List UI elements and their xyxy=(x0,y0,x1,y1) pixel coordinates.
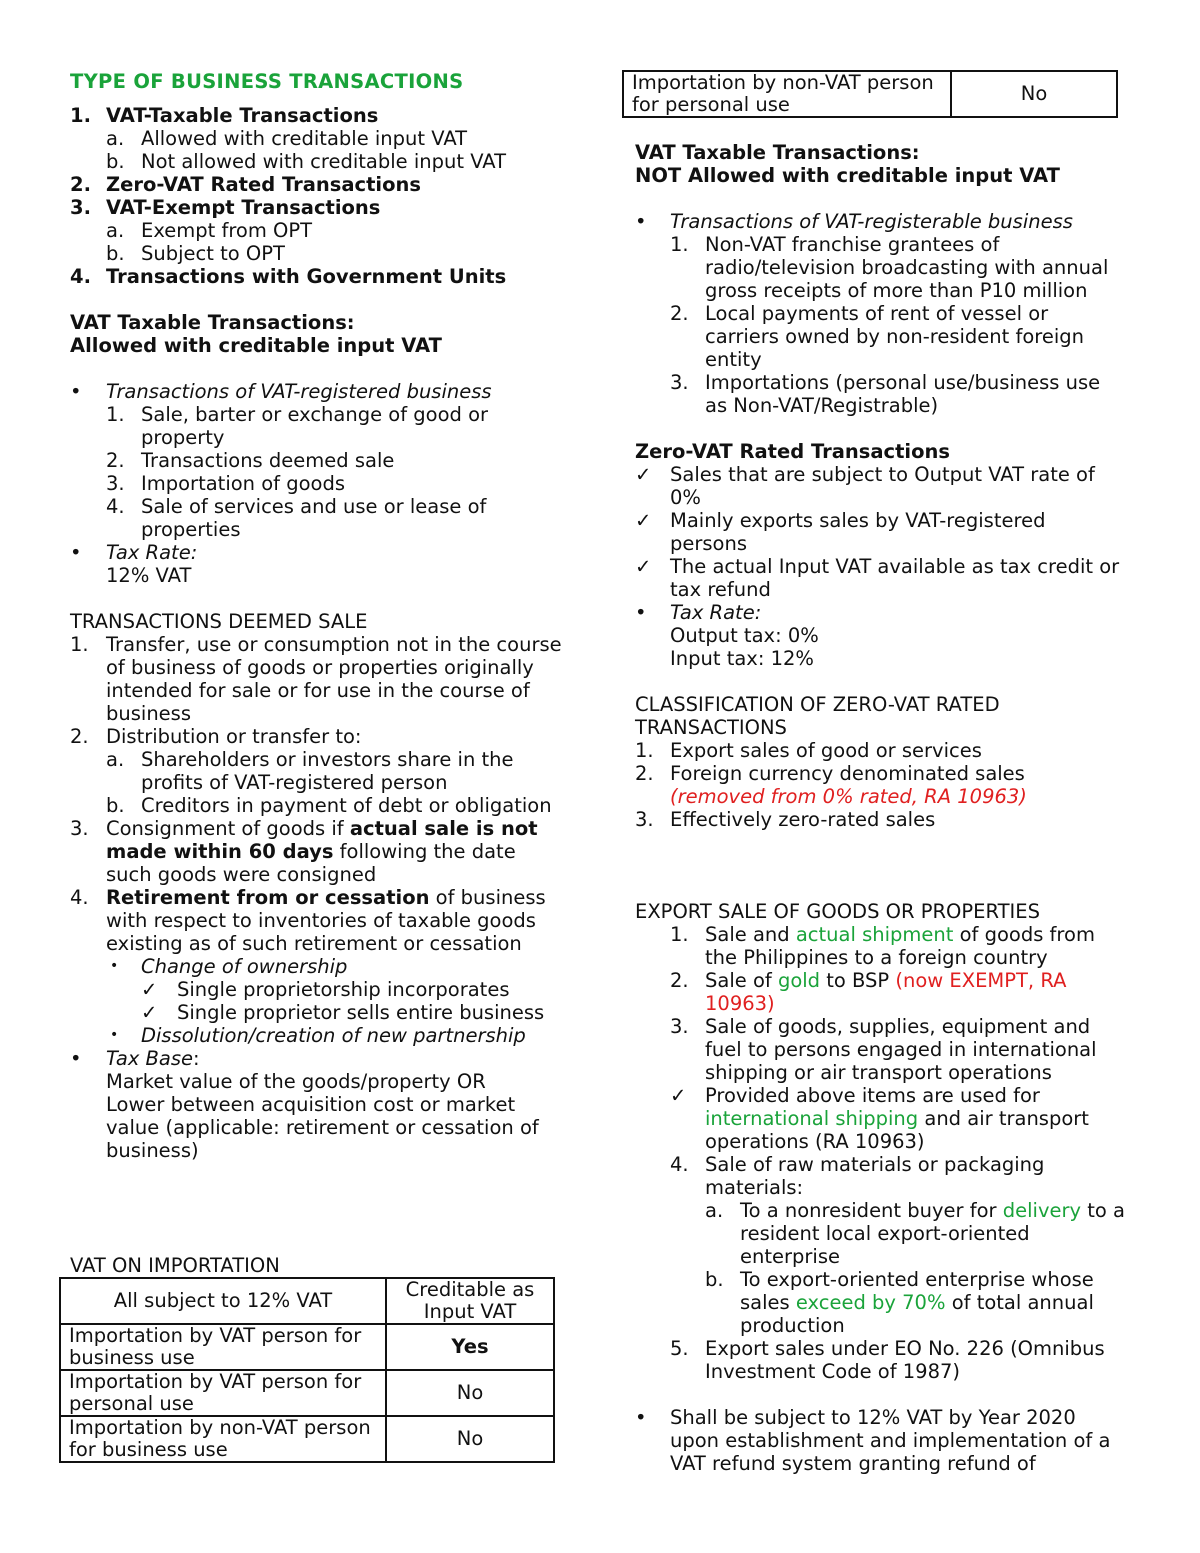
deemed-heading: TRANSACTIONS DEEMED SALE xyxy=(70,610,368,633)
export-heading: EXPORT SALE OF GOODS OR PROPERTIES xyxy=(635,900,1040,923)
class-item: 1. Export sales of good or services xyxy=(635,739,982,762)
export-item-4a: a. To a nonresident buyer for delivery to a xyxy=(705,1199,1126,1222)
deemed-item-1-cont: business xyxy=(106,702,191,725)
tax-base: • Tax Base: xyxy=(70,1047,200,1070)
zero-output-tax: Output tax: 0% xyxy=(670,624,819,647)
page-title: TYPE OF BUSINESS TRANSACTIONS xyxy=(70,70,464,93)
tax-base-line: Market value of the goods/property OR xyxy=(106,1070,486,1093)
tax-base-line: Lower between acquisition cost or market xyxy=(106,1093,516,1116)
zero-check: ✓ Sales that are subject to Output VAT rate of xyxy=(635,463,1095,486)
final-bullet: • Shall be subject to 12% VAT by Year 2020 xyxy=(635,1406,1076,1429)
checkmark-icon: ✓ xyxy=(635,463,652,486)
class-item-note: (removed from 0% rated, RA 10963) xyxy=(670,785,1027,808)
importation-table-cont xyxy=(622,70,1118,118)
tax-base-line: business) xyxy=(106,1139,199,1162)
not-allowed-subheading: NOT Allowed with creditable input VAT xyxy=(635,164,1060,187)
deemed-item-1-cont: intended for sale or for use in the course of xyxy=(106,679,530,702)
deemed-item-2b: b. Creditors in payment of debt or obligation xyxy=(106,794,552,817)
deemed-item-3-cont: made within 60 days following the date xyxy=(106,840,516,863)
zero-tax-rate: • Tax Rate: xyxy=(635,601,762,624)
right-column: Importation by non-VAT person for personal use No VAT Taxable Transactions: NOT Allowed with creditable input VAT • Transactions of VAT-registerable business 1. Non-VAT franchise grantees of radio/television broadcasting with annual gross receipts of more than P10 million 2. Local payments of rent of vessel or carriers owned by non-resident foreign entity 3. Importations (personal use/business use as Non-VAT/Registrable) Zero-VAT Rated Transactions ✓ Sales that are subject to Output VAT rate of 0% ✓ Mainly exports sales by VAT-registered persons ✓ The actual Input VAT available as tax credit or tax refund • Tax Rate: Output tax: 0% Input tax: 12% CLASSIFICATION OF ZERO-VAT RATED TRANSACTIONS 1. Export sales of good or services 2. Foreign currency denominated sales (removed from 0% rated, RA 10963) 3. Effectively zero-rated sales EXPORT SALE OF GOODS OR PROPERTIES 1. Sale and actual shipment of goods from the Philippines to a foreign country 2. Sale of gold to BSP (now EXEMPT, RA 10963) 3. Sale of goods, supplies, equipment and fuel to persons engaged in international shipping or air transport operations ✓ Provided above items are used for international shipping and air transport operations (RA 10963) 4. Sale of raw materials or packaging materials: a. To a nonresident buyer for delivery to a resident local export-oriented enterprise b. To export-oriented enterprise whose sales exceed by 70% of total annual production 5. Export sales under EO No. 226 (Omnibus Investment Code of 1987) • Shall be subject to 12% VAT by Year 2020 upon establishment and implementation of a VAT refund system granting refund of xyxy=(622,70,1142,1475)
left-column xyxy=(70,70,570,1463)
type-3a: a. Exempt from OPT xyxy=(106,219,313,242)
registerable-item: 2. Local payments of rent of vessel or xyxy=(670,302,1049,325)
type-4: 4. Transactions with Government Units xyxy=(70,265,507,288)
bullet-icon: • xyxy=(110,1027,119,1043)
deemed-item-2a-cont: profits of VAT-registered person xyxy=(141,771,448,794)
registerable-bullet: • Transactions of VAT-registerable business xyxy=(635,210,1073,233)
registered-item: 1. Sale, barter or exchange of good or xyxy=(106,403,489,426)
deemed-item-1-cont: of business of goods or properties originally xyxy=(106,656,534,679)
check-item: ✓ Single proprietorship incorporates xyxy=(141,978,510,1001)
deemed-item-2a: a. Shareholders or investors share in the xyxy=(106,748,514,771)
class-item: 2. Foreign currency denominated sales xyxy=(635,762,1025,785)
type-2: 2. Zero-VAT Rated Transactions xyxy=(70,173,421,196)
type-1: 1. VAT-Taxable Transactions xyxy=(70,104,379,127)
registered-bullet: • Transactions of VAT-registered business xyxy=(70,380,492,403)
not-allowed-heading: VAT Taxable Transactions: xyxy=(635,141,920,164)
registered-item-cont: properties xyxy=(141,518,241,541)
types-list xyxy=(70,104,570,288)
table-row: Importation by non-VAT person for personal use No xyxy=(623,71,1117,117)
importation-heading: VAT ON IMPORTATION xyxy=(70,1254,280,1277)
deemed-item-4-cont: with respect to inventories of taxable goods xyxy=(106,909,536,932)
zero-heading: Zero-VAT Rated Transactions xyxy=(635,440,950,463)
deemed-item-2: 2. Distribution or transfer to: xyxy=(70,725,362,748)
registerable-item: 1. Non-VAT franchise grantees of xyxy=(670,233,1000,256)
dissolution: • Dissolution/creation of new partnership xyxy=(110,1024,526,1047)
table-row: Importation by non-VAT person for business use No xyxy=(60,1416,554,1462)
table-header: Creditable as Input VAT xyxy=(386,1278,554,1324)
export-check: ✓ Provided above items are used for xyxy=(670,1084,1040,1107)
deemed-item-1: 1. Transfer, use or consumption not in the course xyxy=(70,633,562,656)
table-row: Importation by VAT person for business use Yes xyxy=(60,1324,554,1370)
export-item-2: 2. Sale of gold to BSP (now EXEMPT, RA xyxy=(670,969,1067,992)
change-ownership: • Change of ownership xyxy=(110,955,348,978)
tax-base-line: value (applicable: retirement or cessation of xyxy=(106,1116,539,1139)
checkmark-icon: ✓ xyxy=(141,1001,158,1024)
checkmark-icon: ✓ xyxy=(635,555,652,578)
type-1a: a. Allowed with creditable input VAT xyxy=(106,127,468,150)
export-item-4: 4. Sale of raw materials or packaging xyxy=(670,1153,1045,1176)
export-item-4b: b. To export-oriented enterprise whose xyxy=(705,1268,1094,1291)
export-item-5: 5. Export sales under EO No. 226 (Omnibus xyxy=(670,1337,1105,1360)
zero-check: ✓ Mainly exports sales by VAT-registered xyxy=(635,509,1046,532)
bullet-icon: • xyxy=(110,958,119,974)
registered-item: 2. Transactions deemed sale xyxy=(106,449,395,472)
allowed-subheading: Allowed with creditable input VAT xyxy=(70,334,442,357)
deemed-item-4: 4. Retirement from or cessation of business xyxy=(70,886,546,909)
allowed-heading: VAT Taxable Transactions: xyxy=(70,311,355,334)
checkmark-icon: ✓ xyxy=(670,1084,687,1107)
registerable-item: 3. Importations (personal use/business use xyxy=(670,371,1101,394)
zero-check: ✓ The actual Input VAT available as tax credit or xyxy=(635,555,1120,578)
classification-heading: CLASSIFICATION OF ZERO-VAT RATED xyxy=(635,693,1000,716)
type-3: 3. VAT-Exempt Transactions xyxy=(70,196,381,219)
table-row: Importation by VAT person for personal use No xyxy=(60,1370,554,1416)
zero-input-tax: Input tax: 12% xyxy=(670,647,814,670)
type-3b: b. Subject to OPT xyxy=(106,242,285,265)
type-1b: b. Not allowed with creditable input VAT xyxy=(106,150,507,173)
class-item: 3. Effectively zero-rated sales xyxy=(635,808,936,831)
checkmark-icon: ✓ xyxy=(141,978,158,1001)
deemed-item-3: 3. Consignment of goods if actual sale is not xyxy=(70,817,538,840)
checkmark-icon: ✓ xyxy=(635,509,652,532)
tax-rate-value: 12% VAT xyxy=(106,564,192,587)
tax-rate-bullet: • Tax Rate: xyxy=(70,541,198,564)
export-item-3: 3. Sale of goods, supplies, equipment and xyxy=(670,1015,1091,1038)
registered-item-cont: property xyxy=(141,426,225,449)
deemed-item-4-cont: existing as of such retirement or cessation xyxy=(106,932,522,955)
check-item: ✓ Single proprietor sells entire business xyxy=(141,1001,545,1024)
export-item-1: 1. Sale and actual shipment of goods from xyxy=(670,923,1095,946)
registered-item: 3. Importation of goods xyxy=(106,472,345,495)
table-header: All subject to 12% VAT xyxy=(60,1278,386,1324)
deemed-item-3-cont: such goods were consigned xyxy=(106,863,377,886)
registered-item: 4. Sale of services and use or lease of xyxy=(106,495,487,518)
importation-table xyxy=(59,1277,555,1463)
